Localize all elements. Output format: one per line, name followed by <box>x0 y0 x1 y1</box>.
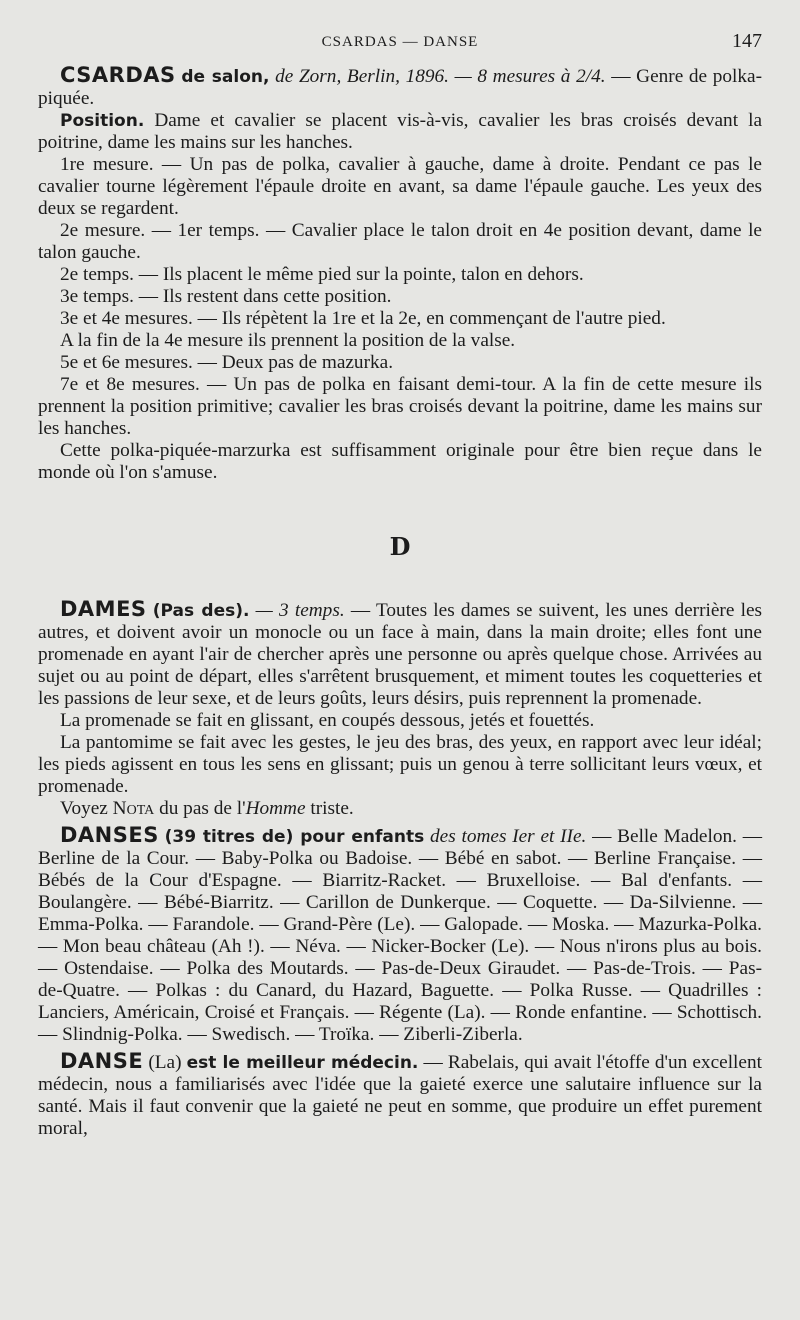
entry-dames <box>38 598 762 710</box>
csardas-position <box>38 110 762 154</box>
dames-homme: Homme <box>245 798 306 819</box>
headword-danse: DANSE <box>60 1049 144 1073</box>
danse-text: — Rabelais, qui avait l'étoffe d'un excellent médecin, nous a familiarisés avec l'idée que la gaieté exerce une salutaire influence sur la santé. Mais il faut convenir que la gaieté ne peut en somme, que produire un effet purement moral, <box>38 1052 762 1139</box>
page-body <box>38 64 762 1140</box>
csardas-para-8: 7e et 8e mesures. — Un pas de polka en faisant demi-tour. A la fin de cette mesure ils prennent la position primitive; cavalier les bras croisés devant la poitrine, dame les mains sur les hanches. <box>38 374 762 439</box>
dames-text-1: — Toutes les dames se suivent, les unes derrière les autres, et doivent avoir un monocle ou un face à main, dans la main droite; elles font une promenade en ayant l'air de chercher après une personne ou après quelque chose. Arrivées au sujet ou au point de départ, elles s'arrêtent brusquement, et miment toutes les coquetteries et les passions de leur sexe, et de leurs goûts, leurs désirs, puis reprennent la promenade. <box>38 600 763 709</box>
headword-dames-rest: (Pas des). <box>152 601 250 621</box>
headword-dames: DAMES <box>60 597 147 621</box>
dames-para-4 <box>38 798 762 820</box>
csardas-para-9: Cette polka-piquée-marzurka est suffisamment originale pour être bien reçue dans le monde où l'on s'amuse. <box>38 440 762 483</box>
dames-para-3: La pantomime se fait avec les gestes, le jeu des bras, des yeux, en rapport avec leur idéal; les pieds agissent en tous les sens en glissant; puis un genou à terre sollicitant leurs vœux, et promenade. <box>38 732 762 797</box>
headword-danse-la: (La) <box>148 1052 182 1073</box>
position-text: Dame et cavalier se placent vis-à-vis, cavalier les bras croisés devant la poitrine, dame les mains sur les hanches. <box>38 110 762 153</box>
dames-nota: Nota <box>112 798 155 819</box>
entry-csardas <box>38 64 762 110</box>
dames-para-2: La promenade se fait en glissant, en coupés dessous, jetés et fouettés. <box>60 710 595 731</box>
csardas-para-7: 5e et 6e mesures. — Deux pas de mazurka. <box>60 352 394 373</box>
dames-voyez: Voyez <box>60 798 108 819</box>
csardas-para-6: A la fin de la 4e mesure ils prennent la position de la valse. <box>60 330 516 351</box>
csardas-genre: — Genre de polka-piquée. <box>38 66 762 109</box>
entry-danse <box>38 1050 762 1140</box>
dames-ref: du pas de l' <box>159 798 246 819</box>
running-head-title: CSARDAS — DANSE <box>321 34 479 50</box>
csardas-para-4: 3e temps. — Ils restent dans cette position. <box>60 286 392 307</box>
dames-tempo: — 3 temps. <box>255 600 345 621</box>
csardas-para-1: 1re mesure. — Un pas de polka, cavalier à gauche, dame à droite. Pendant ce pas le cavalier tourne légèrement l'épaule droite en avant, sa dame l'épaule gauche. Les yeux des deux se regardent. <box>38 154 762 219</box>
headword-csardas-rest: de salon, <box>181 67 270 87</box>
headword-csardas: CSARDAS <box>60 63 176 87</box>
csardas-para-2: 2e mesure. — 1er temps. — Cavalier place le talon droit en 4e position devant, dame le talon gauche. <box>38 220 762 263</box>
csardas-para-3: 2e temps. — Ils placent le même pied sur la pointe, talon en dehors. <box>60 264 584 285</box>
headword-danses: DANSES <box>60 823 159 847</box>
csardas-source: de Zorn, Berlin, 1896. — 8 mesures à 2/4. <box>275 66 606 87</box>
position-label: Position. <box>60 111 145 131</box>
danses-list: — Belle Madelon. — Berline de la Cour. — Baby-Polka ou Badoise. — Bébé en sabot. — Berline Française. — Bébés de la Cour d'Espagne. — Biarritz-Racket. — Bruxelloise. — Bal d'enfants. — Boulangère. — Bébé-Biarritz. — Carillon de Dunkerque. — Coquette. — Da-Silvienne. — Emma-Polka. — Farandole. — Grand-Père (Le). — Galopade. — Moska. — Mazurka-Polka. — Mon beau château (Ah !). — Néva. — Nicker-Bocker (Le). — Nous n'irons plus au bois. — Ostendaise. — Polka des Moutards. — Pas-de-Deux Giraudet. — Pas-de-Trois. — Pas-de-Quatre. — Polkas : du Canard, du Hazard, Baguette. — Polka Russe. — Quadrilles : Lanciers, Américain, Croisé et Français. — Régente (La). — Ronde enfantine. — Schottisch. — Slindnig-Polka. — Swedisch. — Troïka. — Ziberli-Ziberla. <box>38 826 762 1045</box>
csardas-para-5: 3e et 4e mesures. — Ils répètent la 1re et la 2e, en commençant de l'autre pied. <box>60 308 666 329</box>
dames-triste: triste. <box>310 798 354 819</box>
running-head <box>0 30 800 56</box>
section-letter: D <box>389 532 411 561</box>
entry-danses <box>38 824 762 1046</box>
headword-danse-rest: est le meilleur médecin. <box>186 1053 419 1073</box>
danses-tomes: des tomes Ier et IIe. <box>430 826 587 847</box>
headword-danses-rest: (39 titres de) pour enfants <box>164 827 425 847</box>
page-number: 147 <box>732 30 762 52</box>
